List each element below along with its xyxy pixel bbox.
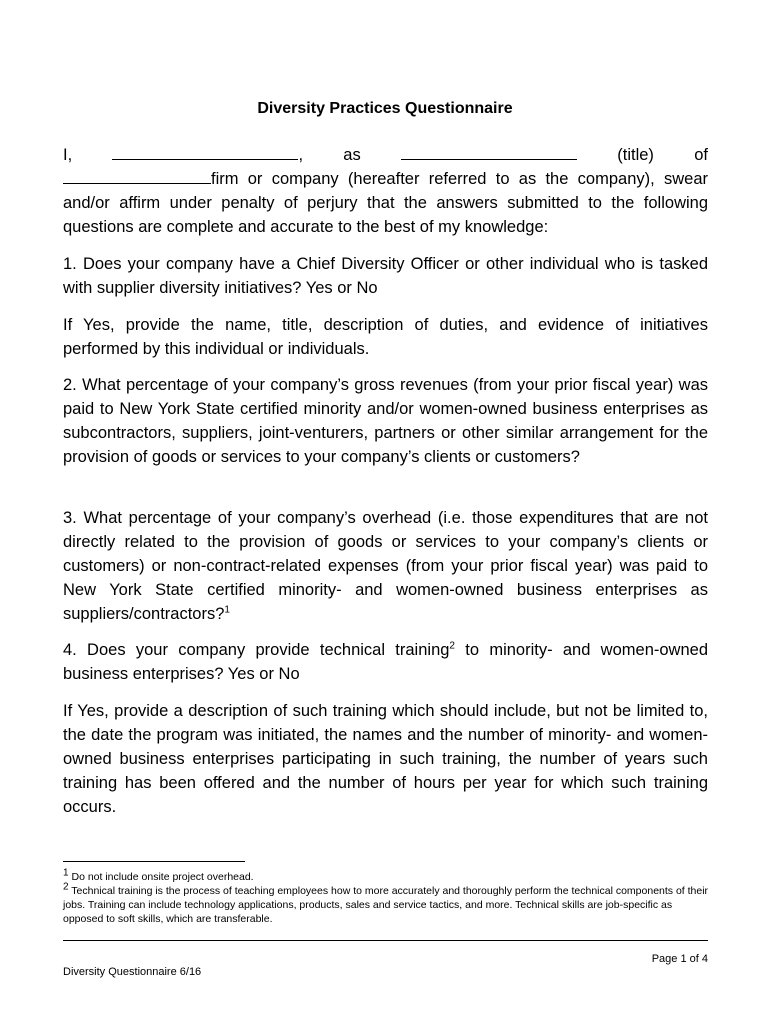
intro-of-label: of — [694, 146, 708, 164]
intro-i-label: I, — [63, 146, 73, 164]
question-3 — [63, 506, 708, 626]
question-4-text-after: to minority- and women-owned business enterprises? Yes or No — [63, 641, 708, 683]
intro-comma: , — [298, 146, 304, 164]
footnote-1-number: 1 — [63, 867, 69, 879]
footnote-ref-2: 2 — [449, 640, 455, 652]
intro-line — [63, 143, 708, 167]
question-2: 2. What percentage of your company’s gross revenues (from your prior fiscal year) was paid to New York State certified minority and/or women-owned business enterprises as subcontractors, suppliers, joint-venturers, partners or other similar arrangement for the provision of goods or services to your company’s clients or customers? — [63, 376, 708, 466]
intro-title-label: (title) — [617, 146, 654, 164]
page-number: Page 1 of 4 — [651, 953, 708, 965]
title-field-line — [401, 143, 577, 160]
name-blank — [112, 143, 303, 167]
footnote-2 — [63, 881, 711, 926]
intro-rest: and/or affirm under penalty of perjury that the answers submitted to the following questions are complete and accurate to the best of my knowledge: — [63, 194, 708, 236]
footnote-1 — [63, 867, 711, 884]
footnotes — [63, 867, 711, 926]
question-4-text-before: 4. Does your company provide technical training — [63, 641, 450, 659]
footnote-2-text: Technical training is the process of teaching employees how to more accurately and thoroughly perform the technical components of their jobs. Training can include technology applications, products, sales and service tactics, and more. Technical skills are job-specific as opposed to soft skills, which are transferable. — [63, 885, 709, 925]
document-name: Diversity Questionnaire 6/16 — [63, 966, 202, 978]
footnote-divider — [63, 861, 245, 862]
footnote-1-text: Do not include onsite project overhead. — [68, 871, 254, 883]
intro-paragraph — [63, 167, 708, 239]
footnote-ref-1: 1 — [224, 604, 230, 616]
name-field-line — [112, 143, 298, 160]
question-1: 1. Does your company have a Chief Diversity Officer or other individual who is tasked with supplier diversity initiatives? Yes or No — [63, 255, 708, 297]
question-4-followup: If Yes, provide a description of such training which should include, but not be limited to, the date the program was initiated, the names and the number of minority- and women-owned business enterprises participating in such training, the number of years such training has been offered and the number of hours per year for which such training occurs. — [63, 702, 708, 816]
footer-divider — [63, 940, 708, 941]
intro-as-label: as — [343, 146, 361, 164]
question-3-text: 3. What percentage of your company’s overhead (i.e. those expenditures that are not directly related to the provision of goods or services to your company’s clients or customers) or non-contract-related expenses (from your prior fiscal year) was paid to New York State certified minority- and women-owned business enterprises as suppliers/contractors? — [63, 509, 708, 623]
question-4 — [63, 638, 708, 686]
page-title: Diversity Practices Questionnaire — [257, 100, 513, 117]
question-1-followup: If Yes, provide the name, title, description of duties, and evidence of initiatives performed by this individual or individuals. — [63, 316, 708, 358]
footnote-2-number: 2 — [63, 881, 69, 893]
firm-field-line — [63, 167, 211, 184]
intro-line2: firm or company (hereafter referred to as the company), swear — [211, 170, 708, 188]
